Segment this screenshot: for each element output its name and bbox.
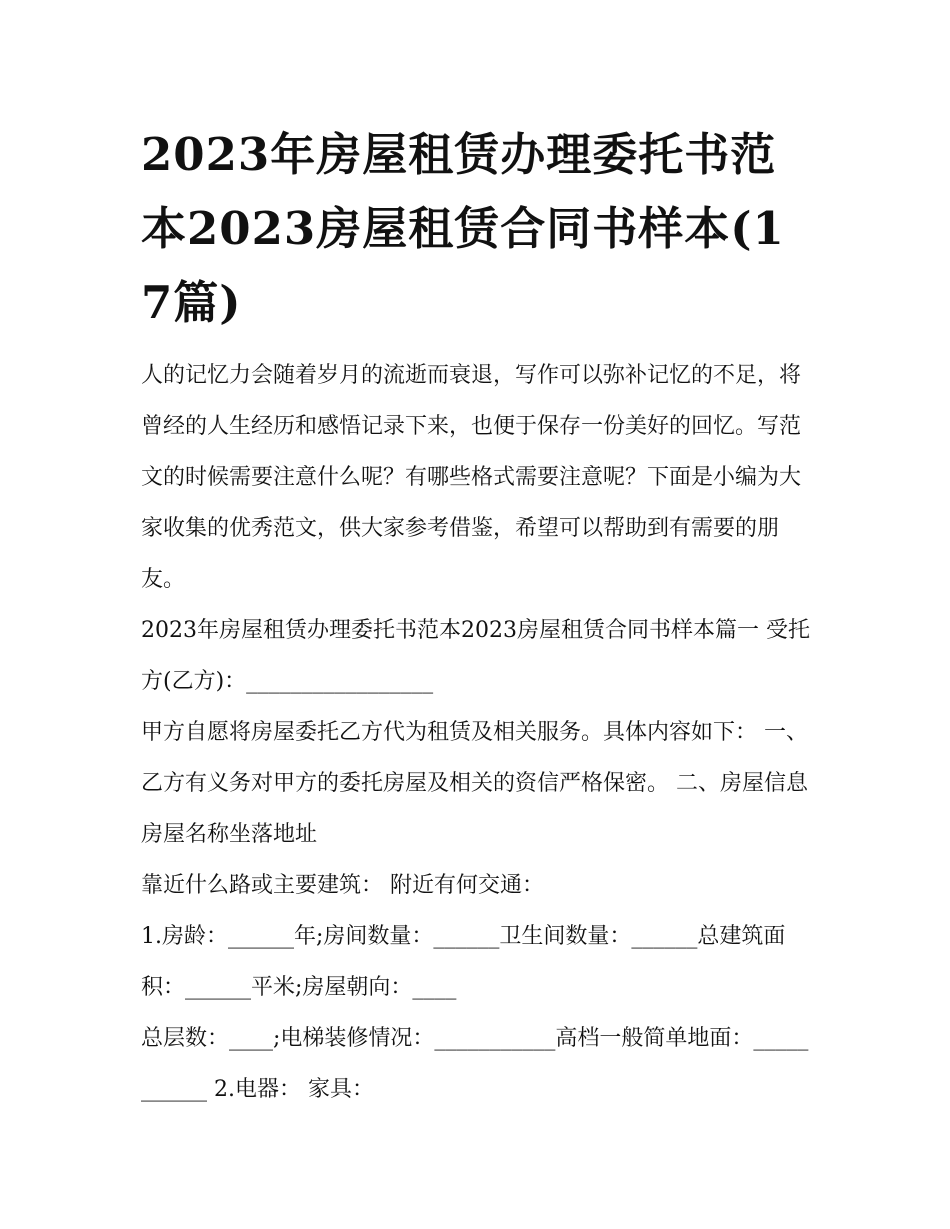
document-title: 2023年房屋租赁办理委托书范本2023房屋租赁合同书样本(17篇) xyxy=(141,128,785,329)
entrust-terms-paragraph: 甲方自愿将房屋委托乙方代为租赁及相关服务。具体内容如下： 一、乙方有义务对甲方的委托房屋及相关的资信严格保密。 二、房屋信息房屋名称坐落地址 xyxy=(141,720,808,847)
floor-decoration-paragraph: 总层数：____;电梯装修情况：___________高档一般简单地面：___________ 2.电器： 家具： xyxy=(141,1026,809,1102)
location-paragraph: 靠近什么路或主要建筑： 附近有何交通： xyxy=(141,873,544,898)
intro-paragraph: 人的记忆力会随着岁月的流逝而衰退，写作可以弥补记忆的不足，将曾经的人生经历和感悟记录下来，也便于保存一份美好的回忆。写范文的时候需要注意什么呢？有哪些格式需要注意呢？下面是小编为大家收集的优秀范文，供大家参考借鉴，希望可以帮助到有需要的朋友。 xyxy=(141,363,802,592)
document-content xyxy=(141,118,813,1115)
house-info-paragraph: 1.房龄：______年;房间数量：______卫生间数量：______总建筑面积：______平米;房屋朝向：____ xyxy=(141,924,786,1000)
section-heading-paragraph: 2023年房屋租赁办理委托书范本2023房屋租赁合同书样本篇一 受托方(乙方)：_________________ xyxy=(141,618,810,694)
